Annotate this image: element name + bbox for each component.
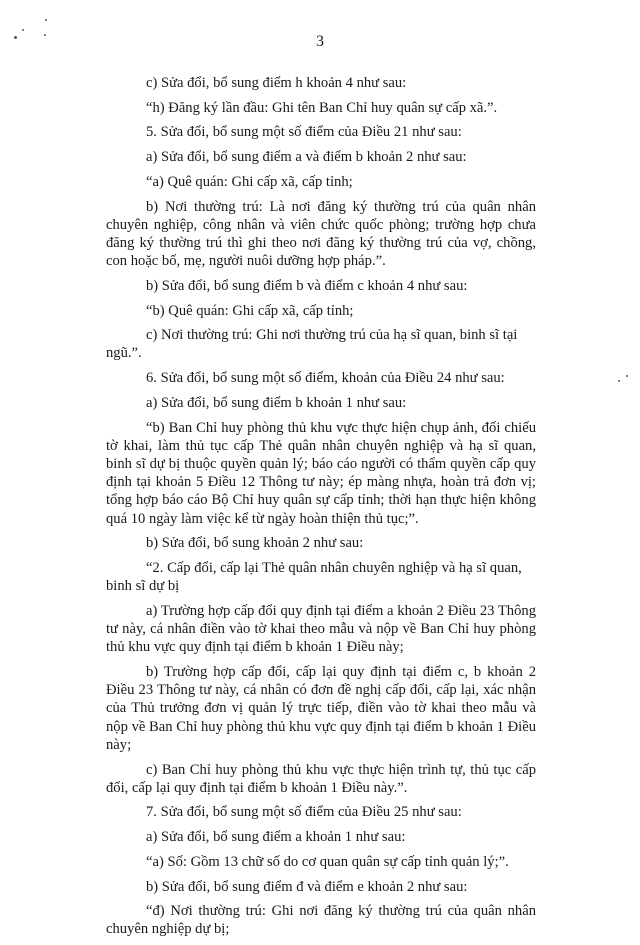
- paragraph: b) Trường hợp cấp đổi, cấp lại quy định tại điểm c, b khoản 2 Điều 23 Thông tư này, cá nhân có đơn đề nghị cấp đổi, cấp lại, xác nhận của Thủ trưởng đơn vị quản lý trực tiếp, điền vào tờ khai theo mẫu và nộp về Ban Chỉ huy phòng thủ khu vực quy định tại điểm b khoản 1 Điều này;: [106, 663, 536, 753]
- paragraph: 5. Sửa đổi, bổ sung một số điểm của Điều 21 như sau:: [146, 124, 462, 141]
- scan-speck: [626, 375, 628, 377]
- paragraph: a) Trường hợp cấp đổi quy định tại điểm a khoản 2 Điều 23 Thông tư này, cá nhân điền vào tờ khai theo mẫu và nộp về Ban Chỉ huy phòng thủ khu vực quy định tại điểm b khoản 1 Điều này;: [106, 602, 536, 656]
- page-number: 3: [316, 33, 324, 50]
- scan-speck: [22, 29, 24, 31]
- paragraph: “a) Số: Gồm 13 chữ số do cơ quan quân sự cấp tỉnh quản lý;”.: [146, 853, 509, 870]
- paragraph: “h) Đăng ký lần đầu: Ghi tên Ban Chỉ huy quân sự cấp xã.”.: [146, 99, 498, 116]
- paragraph: b) Sửa đổi, bổ sung điểm b và điểm c khoản 4 như sau:: [146, 277, 468, 294]
- paragraph: a) Sửa đổi, bổ sung điểm a khoản 1 như sau:: [146, 829, 406, 846]
- scan-speck: [618, 380, 620, 382]
- scan-speck: [45, 19, 47, 21]
- paragraph: “b) Ban Chỉ huy phòng thủ khu vực thực hiện chụp ảnh, đối chiếu tờ khai, làm thủ tục cấp Thẻ quân nhân chuyên nghiệp và hạ sĩ quan, binh sĩ dự bị thuộc quyền quản lý; báo cáo người có thẩm quyền cấp quy định tại khoản 5 Điều 12 Thông tư này; ép màng nhựa, hoàn trả đơn vị; tổng hợp báo cáo Bộ Chỉ huy quân sự cấp tỉnh; thời hạn thực hiện không quá 10 ngày làm việc kể từ ngày hoàn thiện thủ tục;”.: [106, 419, 536, 527]
- paragraph: c) Nơi thường trú: Ghi nơi thường trú của hạ sĩ quan, binh sĩ tại ngũ.”.: [106, 327, 518, 362]
- paragraph: b) Sửa đổi, bổ sung khoản 2 như sau:: [146, 535, 364, 552]
- paragraph: “2. Cấp đổi, cấp lại Thẻ quân nhân chuyên nghiệp và hạ sĩ quan, binh sĩ dự bị: [106, 559, 522, 595]
- paragraph: c) Sửa đổi, bổ sung điểm h khoản 4 như sau:: [146, 75, 407, 91]
- paragraph: b) Sửa đổi, bổ sung điểm đ và điểm e khoản 2 như sau:: [146, 878, 468, 895]
- paragraph: 6. Sửa đổi, bổ sung một số điểm, khoản của Điều 24 như sau:: [146, 370, 505, 387]
- paragraph: “a) Quê quán: Ghi cấp xã, cấp tỉnh;: [146, 173, 353, 190]
- paragraph: c) Ban Chỉ huy phòng thủ khu vực thực hiện trình tự, thủ tục cấp đổi, cấp lại quy định tại điểm b khoản 1 Điều này.”.: [106, 761, 536, 796]
- paragraph: a) Sửa đổi, bổ sung điểm a và điểm b khoản 2 như sau:: [146, 149, 467, 166]
- paragraph: “b) Quê quán: Ghi cấp xã, cấp tỉnh;: [146, 302, 354, 319]
- paragraph: a) Sửa đổi, bổ sung điểm b khoản 1 như sau:: [146, 394, 407, 411]
- paragraph: b) Nơi thường trú: Là nơi đăng ký thường trú của quân nhân chuyên nghiệp, công nhân và viên chức quốc phòng; trường hợp chưa đăng ký thường trú thì ghi theo nơi đăng ký thường trú của vợ, chồng, con hoặc bố, mẹ, người nuôi dưỡng hợp pháp.”.: [106, 198, 536, 270]
- paragraph: “đ) Nơi thường trú: Ghi nơi đăng ký thường trú của quân nhân chuyên nghiệp dự bị;: [106, 903, 536, 938]
- body-text: [106, 74, 536, 945]
- paragraph: 7. Sửa đổi, bổ sung một số điểm của Điều 25 như sau:: [146, 804, 462, 821]
